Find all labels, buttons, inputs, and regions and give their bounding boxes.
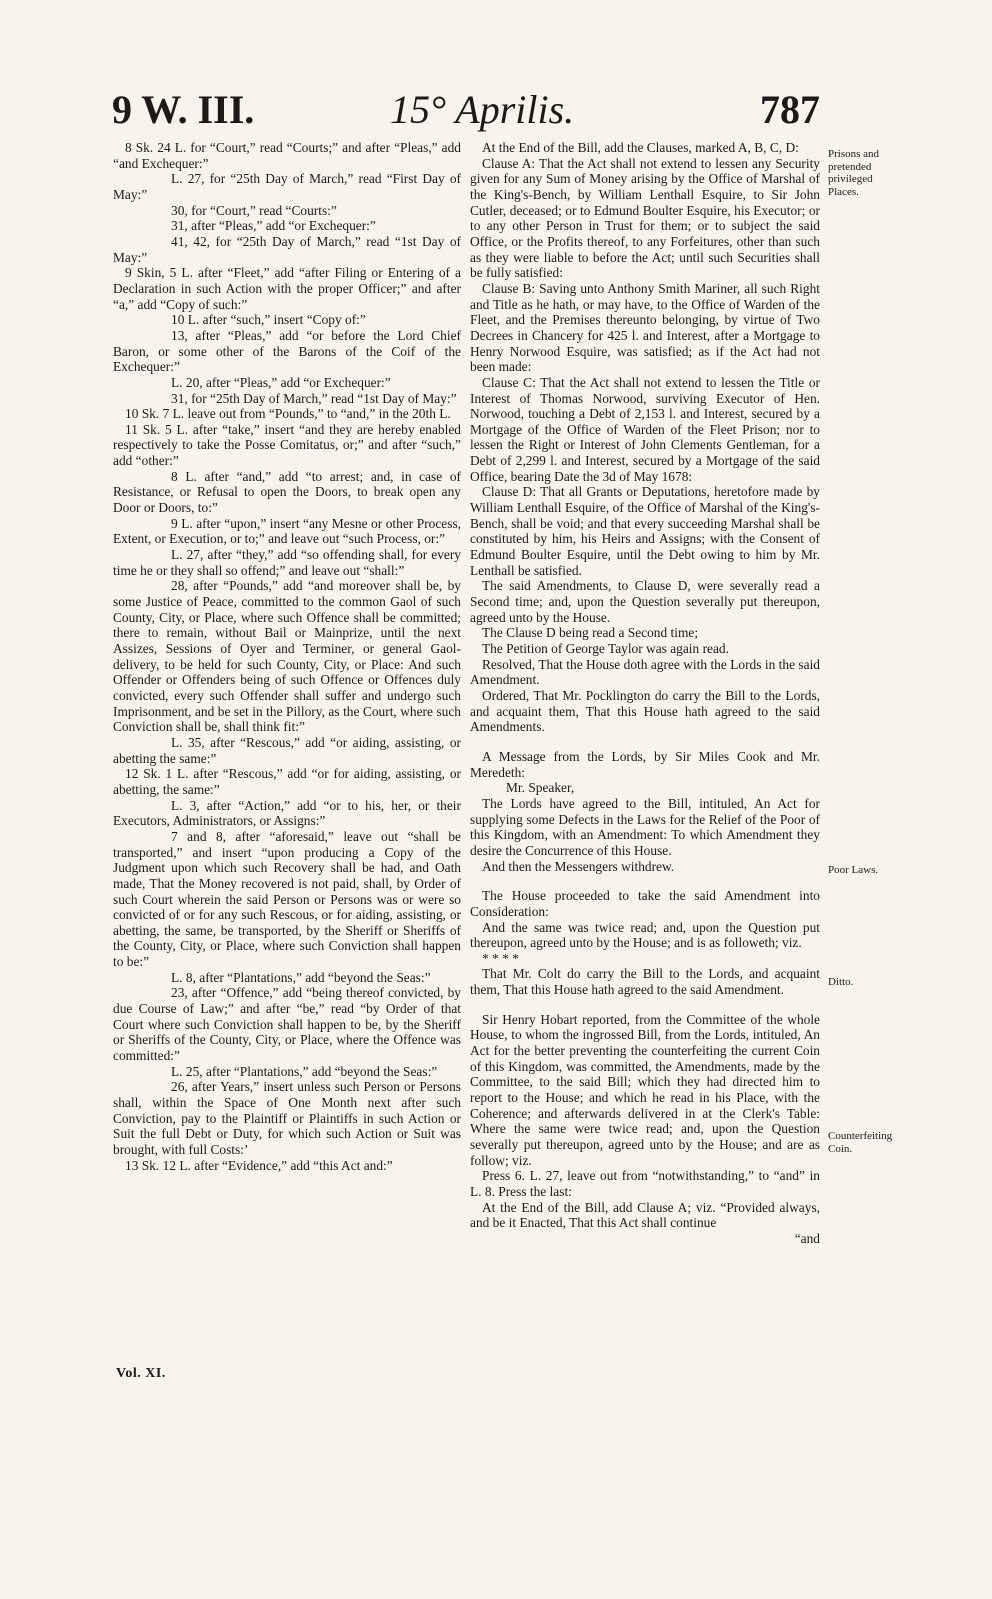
ordered-paragraph: Ordered, That Mr. Pocklington do carry the Bill to the Lords, and acquaint them, That this House hath agreed to the said Amendments. <box>470 687 820 735</box>
paragraph: That Mr. Colt do carry the Bill to the Lords, and acquaint them, That this House hath agreed to the said Amendment. <box>470 966 820 998</box>
paragraph: At the End of the Bill, add the Clauses, marked A, B, C, D: <box>482 140 799 155</box>
amendment-line: 23, after “Offence,” add “being thereof convicted, by due Course of Law;” and after “be,” read “by Order of that Court where such Conviction shall happen to be, by the Sheriff or Sheriffs of the County, City, or Place, where the Offence was committed:” <box>113 985 461 1064</box>
catchword: “and <box>794 1230 820 1246</box>
paragraph: At the End of the Bill, add Clause A; viz. “Provided always, and be it Enacted, That this Act shall continue <box>470 1199 820 1231</box>
amendment-line: 11 Sk. 5 L. after “take,” insert “and they are hereby enabled respectively to take the Posse Comitatus, or;” and after “such,” add “other:” <box>113 421 461 469</box>
margin-note-prisons: Prisons and pretended privileged Places. <box>828 148 880 198</box>
amendment-line: 30, for “Court,” read “Courts:” <box>171 202 337 218</box>
amendment-line: L. 20, after “Pleas,” add “or Exchequer:” <box>171 374 391 390</box>
amendment-line: 13 Sk. 12 L. after “Evidence,” add “this Act and:” <box>125 1157 393 1173</box>
amendment-line: L. 27, for “25th Day of March,” read “First Day of May:” <box>113 171 461 202</box>
amendment-line: 7 and 8, after “aforesaid,” leave out “shall be transported,” and insert “upon producing a Copy of the Judgment upon which such Recovery shall be had, and Oath made, That the Money recovered is not paid, shall, by Order of such Court wherein the said Person or Persons was or were so convicted of or for any such Rescous, or for aiding, assisting, or abetting, the same, be transported, by the Sheriff or Sheriffs of the County, City, or Place, where such Conviction shall happen to be:” <box>113 828 461 970</box>
header-page-number: 787 <box>760 87 820 132</box>
amendment-line: 28, after “Pounds,” add “and moreover shall be, by some Justice of Peace, committed to the common Gaol of such County, City, or Place, where such Offence shall be committed; there to remain, without Bail or Mainprize, until the next Assizes, Sessions of Oyer and Terminer, or general Gaol-delivery, to be held for such County, City, or Place: And such Offender or Offenders being of such Offence or Offences duly convicted, every such Offender shall suffer and undergo such Imprisonment, and be set in the Pillory, as the Court, where such Conviction shall be, shall think fit:” <box>113 578 461 735</box>
amendment-line: 9 Skin, 5 L. after “Fleet,” add “after Filing or Entering of a Declaration in such Action with the proper Officer;” and after “a,” add “Copy of such:” <box>113 265 461 312</box>
amendment-line: L. 27, after “they,” add “so offending shall, for every time he or they shall so offend;” and leave out “shall:” <box>113 547 461 578</box>
margin-note-poor-laws: Poor Laws. <box>828 864 879 876</box>
asterisks: * * * * <box>482 950 519 966</box>
amendment-line: 9 L. after “upon,” insert “any Mesne or other Process, Extent, or Execution, or to;” and leave out “such Process, or:” <box>113 515 461 547</box>
amendment-line: 13, after “Pleas,” add “or before the Lord Chief Baron, or some other of the Barons of the Coif of the Exchequer:” <box>113 327 461 375</box>
paragraph: The Lords have agreed to the Bill, intituled, An Act for supplying some Defects in the Laws for the Relief of the Poor of this Kingdom, with an Amendment: To which Amendment they desire the Concurrence of this House. <box>470 795 820 858</box>
amendment-line: 10 Sk. 7 L. leave out from “Pounds,” to “and,” in the 20th L. <box>125 406 451 422</box>
volume-footer: Vol. XI. <box>116 1366 166 1381</box>
clause-d: Clause D: That all Grants or Deputations, heretofore made by William Lenthall Esquire, of the Office of Marshal of the King's-Bench, shall be void; and that every succeeding Marshal shall be constituted by him, his Heirs and Assigns; with the Consent of Edmund Boulter Esquire, until the Debt owing to him by Mr. Lenthall be satisfied. <box>470 484 820 578</box>
amendment-line: 8 L. after “and,” add “to arrest; and, in case of Resistance, or Refusal to open the Doors, to break open any Door or Doors, to:” <box>113 468 461 516</box>
amendment-line: 31, for “25th Day of March,” read “1st Day of May:” <box>171 390 457 406</box>
amendment-line: L. 25, after “Plantations,” add “beyond the Seas:” <box>171 1063 438 1079</box>
paragraph: The Petition of George Taylor was again read. <box>482 641 729 656</box>
header-regnal-year: 9 W. III. <box>112 87 255 132</box>
amendment-line: 41, 42, for “25th Day of March,” read “1st Day of May:” <box>113 233 461 265</box>
clause-a: Clause A: That the Act shall not extend to lessen any Security given for any Sum of Money arising by the Office of Marshal of the King's-Bench, by William Lenthall Esquire, to Sir John Cutler, deceased; or to Edmund Boulter Esquire, his Executor; or to any other Person in Trust for them; or to subject the said Office, or the Profits thereof, to any Forfeitures, other than such as they were liable to before the Act; until such Securities shall be fully satisfied: <box>470 155 820 281</box>
clause-c: Clause C: That the Act shall not extend to lessen the Title or Interest of Thomas Norwood, surviving Executor of Hen. Norwood, touching a Debt of 2,153 l. and Interest, secured by a Mortgage of the Office of Warden of the Fleet Prison; nor to lessen the Right or Interest of John Clements Gentleman, for a Debt of 2,299 l. and Interest, secured by a Mortgage of the said Office, bearing Date the 3d of May 1678: <box>470 374 820 484</box>
paragraph: The said Amendments, to Clause D, were severally read a Second time; and, upon the Question severally put thereupon, agreed unto by the House. <box>470 578 820 625</box>
lords-message: A Message from the Lords, by Sir Miles Cook and Mr. Meredeth: <box>470 748 820 780</box>
amendment-line: 10 L. after “such,” insert “Copy of:” <box>171 312 366 328</box>
amendment-line: L. 35, after “Rescous,” add “or aiding, assisting, or abetting the same:” <box>113 734 461 766</box>
committee-report: Sir Henry Hobart reported, from the Committee of the whole House, to whom the ingrossed Bill, from the Lords, intituled, An Act for the better preventing the counterfeiting the current Coin of this Kingdom, was committed, the Amendments, made by the Committee, to the said Bill; which they had directed him to report to the House; and which he read in his Place, with the Coherence; and afterwards delivered in at the Clerk's Table: Where the same were twice read; and, upon the Question severally put thereupon, agreed unto by the House; and are as follow; viz. <box>470 1011 820 1168</box>
right-column <box>470 140 820 1247</box>
paragraph: The House proceeded to take the said Amendment into Consideration: <box>470 888 820 919</box>
amendment-line: L. 8, after “Plantations,” add “beyond the Seas:” <box>171 969 431 985</box>
amendment-line: L. 3, after “Action,” add “or to his, her, or their Executors, Administrators, or Assigns:” <box>113 797 461 829</box>
clause-b: Clause B: Saving unto Anthony Smith Mariner, all such Right and Title as he hath, or may have, to the Office of Warden of the Fleet, and the Premises thereunto belonging, by virtue of Two Decrees in Chancery for 425 l. and Interest, after a Mortgage to Henry Norwood Esquire, was satisfied; as if the Act had not been made: <box>470 280 820 375</box>
resolved-paragraph: Resolved, That the House doth agree with the Lords in the said Amendment. <box>470 656 820 688</box>
speaker-address: Mr. Speaker, <box>506 780 575 796</box>
paragraph: Press 6. L. 27, leave out from “notwithstanding,” to “and” in L. 8. Press the last: <box>470 1168 820 1199</box>
margin-note-counterfeiting: Counterfeiting Coin. <box>828 1130 893 1155</box>
paragraph: And the same was twice read; and, upon the Question put thereupon, agreed unto by the House; and is as followeth; viz. <box>470 919 820 951</box>
left-column <box>113 140 461 1173</box>
amendment-line: 26, after Years,” insert unless such Person or Persons shall, within the Space of One Month next after such Conviction, pay to the Plaintiff or Plaintiffs in such Action or Suit the full Debt or Duty, for which such Action or Suit was brought, with full Costs:’ <box>113 1079 461 1157</box>
margin-note-ditto: Ditto. <box>828 976 854 988</box>
paragraph: The Clause D being read a Second time; <box>482 625 699 641</box>
amendment-line: 31, after “Pleas,” add “or Exchequer:” <box>171 218 376 234</box>
amendment-line: 12 Sk. 1 L. after “Rescous,” add “or for aiding, assisting, or abetting, the same:” <box>113 766 461 797</box>
paragraph: And then the Messengers withdrew. <box>482 858 675 874</box>
header-date: 15° Aprilis. <box>390 87 575 132</box>
amendment-line: 8 Sk. 24 L. for “Court,” read “Courts;” and after “Pleas,” add “and Exchequer:” <box>113 140 461 171</box>
